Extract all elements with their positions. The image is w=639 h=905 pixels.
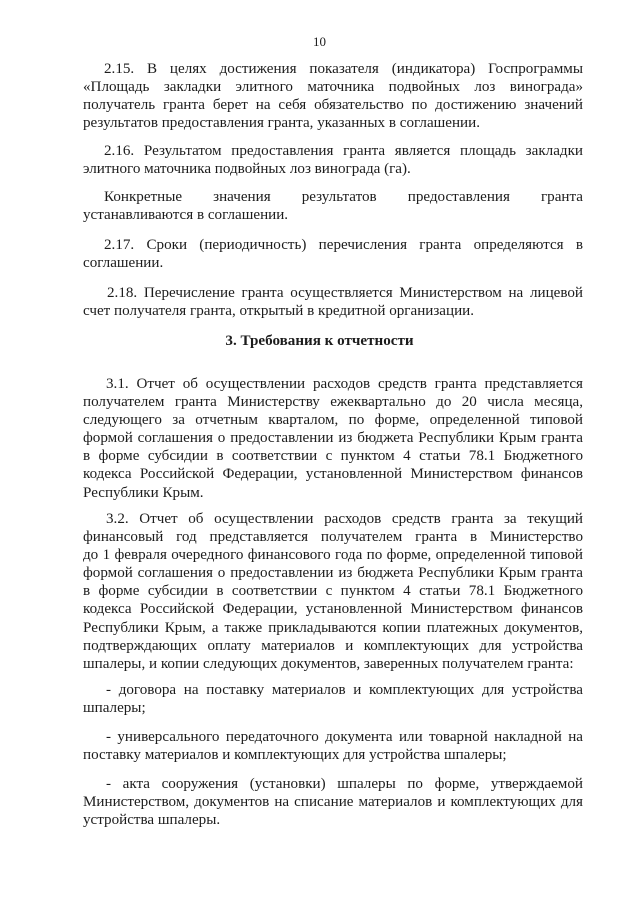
paragraph-line: шпалеры, и копии следующих документов, заверенных получателем гранта: <box>83 655 574 672</box>
paragraph-line: 2.18. Перечисление гранта осуществляется Министерством на лицевой <box>107 285 583 301</box>
paragraph-line: в форме субсидии в соответствии с пунктом 4 статьи 78.1 Бюджетного <box>83 448 583 465</box>
paragraph-line: «Площадь закладки элитного маточника подвойных лоз винограда» <box>83 79 583 96</box>
paragraph-line: 2.16. Результатом предоставления гранта является площадь закладки <box>104 143 583 159</box>
paragraph-line: результатов предоставления гранта, указанных в соглашении. <box>83 115 480 132</box>
paragraph-line: 3.2. Отчет об осуществлении расходов средств гранта за текущий <box>106 511 583 527</box>
section-heading: 3. Требования к отчетности <box>225 333 414 349</box>
paragraph-line: Республики Крым, а также прикладываются копии платежных документов, <box>83 619 583 636</box>
paragraph-line: элитного маточника подвойных лоз винограда (га). <box>83 161 411 178</box>
paragraph-2-15 <box>83 60 583 132</box>
paragraph-line: финансовый год представляется получателем гранта в Министерство <box>83 529 583 546</box>
paragraph-line: следующего за отчетным кварталом, по форме, определенной типовой <box>83 412 583 429</box>
paragraph-line: соглашении. <box>83 255 164 272</box>
paragraph-2-17 <box>83 236 583 272</box>
paragraph-line: формой соглашения о предоставлении из бюджета Республики Крым гранта <box>83 565 583 582</box>
paragraph-line: формой соглашения о предоставлении из бюджета Республики Крым гранта <box>83 430 583 447</box>
paragraph-line: кодекса Российской Федерации, установленной Министерством финансов <box>83 601 583 618</box>
paragraph-line: получателем гранта Министерству ежеквартально до 20 числа месяца, <box>83 394 583 411</box>
paragraph-line: подтверждающих оплату материалов и комплектующих для устройства <box>83 637 583 654</box>
page-number: 10 <box>313 34 326 49</box>
paragraph-line: 2.17. Сроки (периодичность) перечисления гранта определяются в <box>104 237 583 253</box>
paragraph-line: - договора на поставку материалов и комплектующих для устройства <box>106 682 583 698</box>
paragraph-line: кодекса Российской Федерации, установленной Министерством финансов <box>83 466 583 483</box>
paragraph-line: устройства шпалеры. <box>83 812 221 829</box>
paragraph-3-1 <box>83 375 583 502</box>
paragraph-line: Министерством, документов на списание материалов и комплектующих для <box>83 794 583 811</box>
paragraph-line: счет получателя гранта, открытый в кредитной организации. <box>83 303 475 320</box>
paragraph-line: поставку материалов и комплектующих для устройства шпалеры; <box>83 747 507 764</box>
list-item-contract <box>83 681 583 717</box>
paragraph-line: 3.1. Отчет об осуществлении расходов средств гранта представляется <box>106 376 583 392</box>
paragraph-line: - акта сооружения (установки) шпалеры по форме, утверждаемой <box>106 776 583 792</box>
paragraph-line: в форме субсидии в соответствии с пунктом 4 статьи 78.1 Бюджетного <box>83 583 583 600</box>
paragraph-line: устанавливаются в соглашении. <box>83 207 289 224</box>
paragraph-line: - универсального передаточного документа или товарной накладной на <box>106 729 583 745</box>
list-item-transfer-document <box>83 728 583 764</box>
paragraph-line: шпалеры; <box>83 700 146 717</box>
paragraph-2-16 <box>83 142 583 178</box>
paragraph-line: Конкретные значения результатов предоставления гранта <box>104 189 583 205</box>
list-item-installation-act <box>83 775 583 829</box>
paragraph-line: до 1 февраля очередного финансового года по форме, определенной типовой <box>83 547 583 564</box>
paragraph-2-18 <box>83 284 583 320</box>
paragraph-line: 2.15. В целях достижения показателя (индикатора) Госпрограммы <box>104 61 583 77</box>
paragraph-2-16-values <box>83 188 583 224</box>
paragraph-line: получатель гранта берет на себя обязательство по достижению значений <box>83 97 583 114</box>
paragraph-line: Республики Крым. <box>83 484 204 501</box>
paragraph-3-2 <box>83 510 583 673</box>
